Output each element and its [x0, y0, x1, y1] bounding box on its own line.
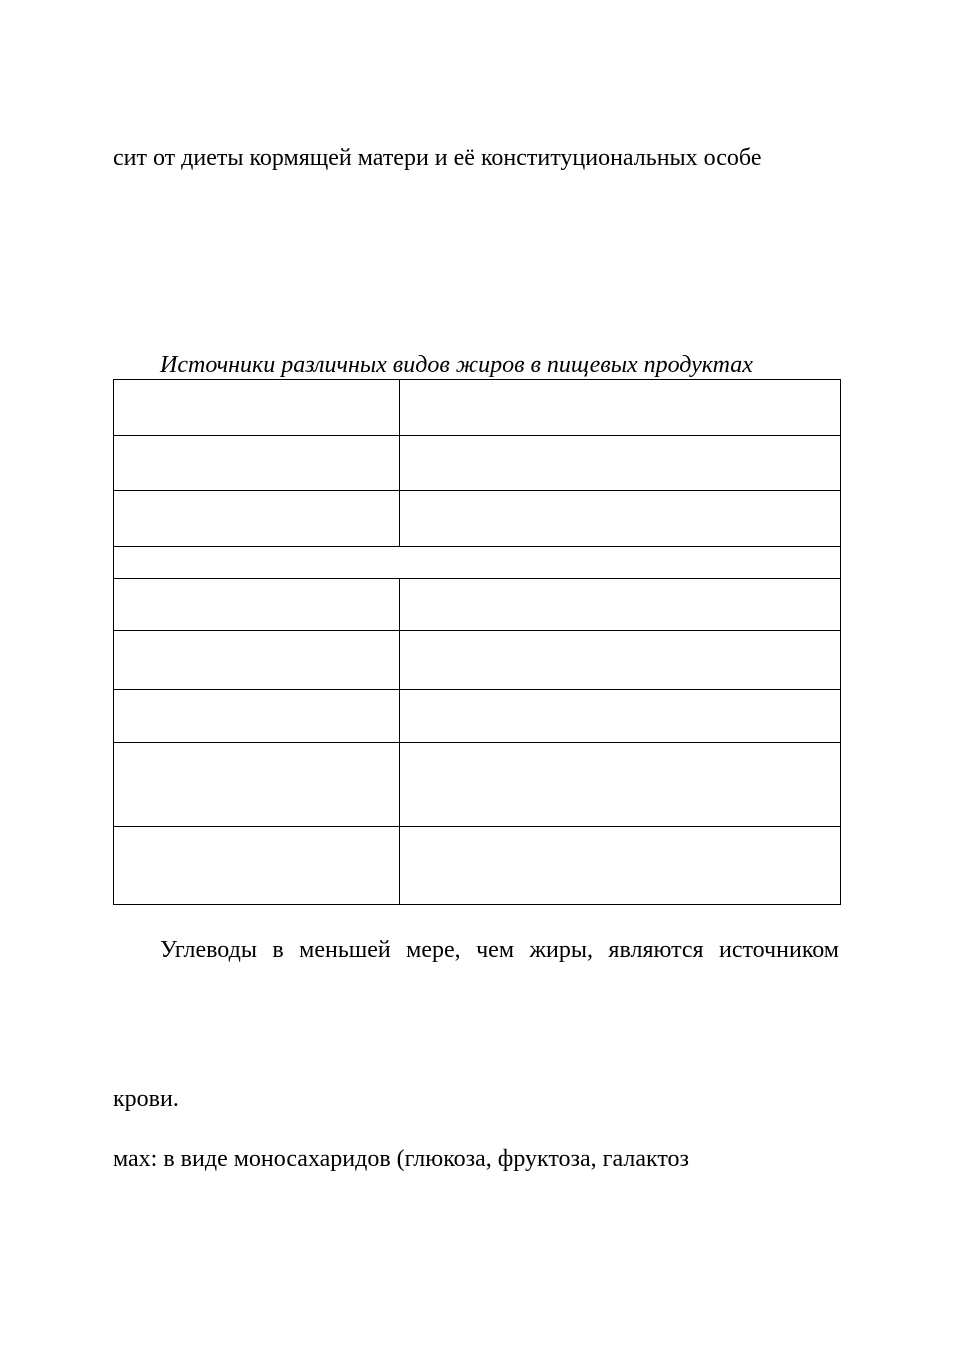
table-cell	[400, 690, 841, 743]
paragraph-carbohydrates: Углеводы в меньшей мере, чем жиры, являются источником	[160, 937, 839, 963]
table-row	[114, 436, 841, 491]
table-cell	[114, 827, 400, 905]
table-cell	[114, 743, 400, 827]
table-row	[114, 743, 841, 827]
table-cell	[400, 743, 841, 827]
text-line-monosaccharides: мах: в виде моносахаридов (глюкоза, фруктоза, галактоз	[113, 1146, 689, 1172]
table-cell	[114, 436, 400, 491]
table-cell	[400, 827, 841, 905]
table-cell	[400, 436, 841, 491]
fat-sources-table	[113, 379, 841, 905]
table-caption: Источники различных видов жиров в пищевых продуктах	[160, 352, 753, 378]
table-cell	[114, 690, 400, 743]
table-row	[114, 631, 841, 690]
table-row	[114, 690, 841, 743]
text-line-diet: сит от диеты кормящей матери и её конституциональных особе	[113, 145, 762, 171]
table-row	[114, 579, 841, 631]
table-cell	[400, 631, 841, 690]
table-cell	[114, 631, 400, 690]
table-cell	[400, 380, 841, 436]
table-cell	[400, 491, 841, 547]
table-cell	[114, 380, 400, 436]
table-cell	[114, 579, 400, 631]
table-row	[114, 827, 841, 905]
table-cell	[114, 491, 400, 547]
table-cell	[400, 579, 841, 631]
text-line-blood: крови.	[113, 1086, 179, 1112]
table-row	[114, 380, 841, 436]
table-cell-merged	[114, 547, 841, 579]
table-row	[114, 491, 841, 547]
table-row-merged	[114, 547, 841, 579]
